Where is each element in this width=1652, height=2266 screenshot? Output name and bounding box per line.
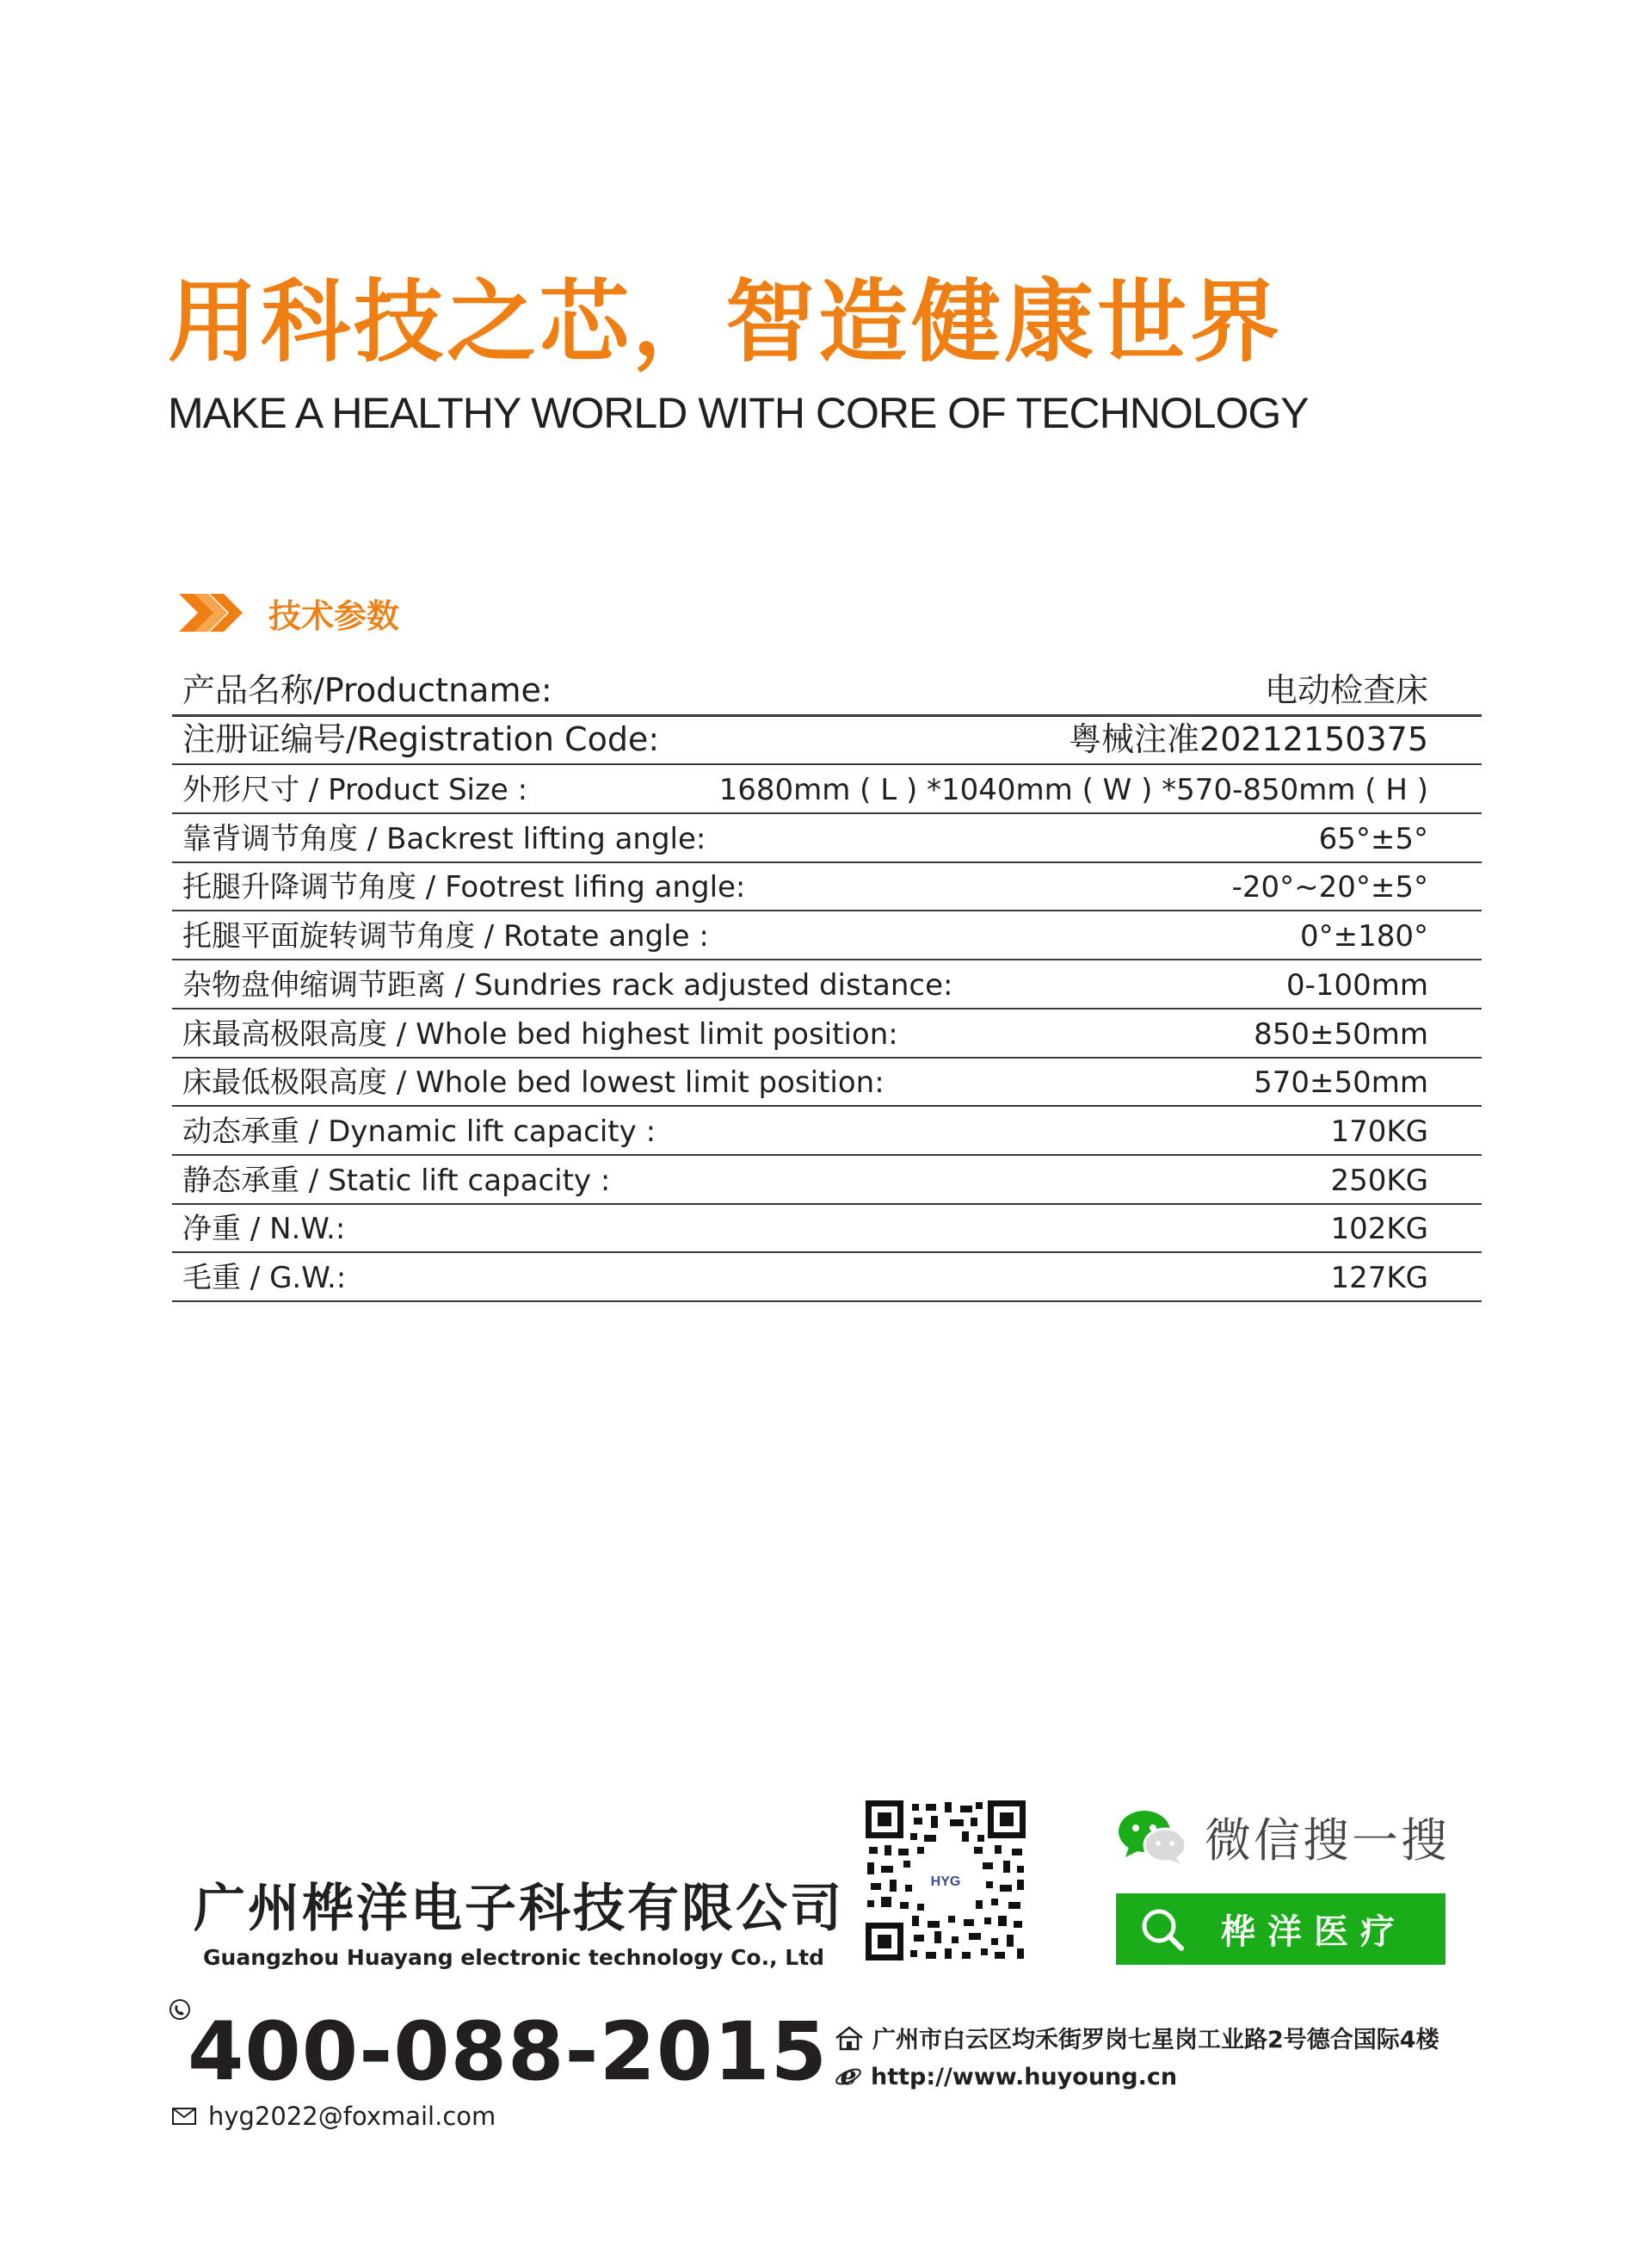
spec-value: 850±50mm xyxy=(1254,1016,1428,1052)
wechat-search-text: 桦洋医疗 xyxy=(1221,1912,1407,1952)
spec-label: 托腿平面旋转调节角度 / Rotate angle : xyxy=(182,919,709,954)
spec-label: 床最高极限高度 / Whole bed highest limit position: xyxy=(182,1016,898,1052)
search-icon xyxy=(1138,1905,1187,1954)
spec-value: 1680mm ( L ) *1040mm ( W ) *570-850mm ( H ) xyxy=(718,773,1428,808)
spec-value: 102KG xyxy=(1330,1212,1428,1247)
website-row xyxy=(835,2063,1177,2090)
spec-row xyxy=(172,668,1482,717)
spec-label: 动态承重 / Dynamic lift capacity : xyxy=(182,1114,656,1149)
spec-value: 170KG xyxy=(1330,1114,1428,1149)
spec-row xyxy=(172,1107,1482,1156)
qr-center-logo: HYG xyxy=(930,1874,961,1889)
spec-row xyxy=(172,911,1482,960)
wechat-search-row xyxy=(1117,1804,1450,1870)
spec-value: 电动检查床 xyxy=(1264,670,1428,709)
spec-row xyxy=(172,1253,1482,1302)
spec-value: 0-100mm xyxy=(1285,967,1428,1003)
slogan-cn: 用科技之芯，智造健康世界 xyxy=(168,269,1284,374)
email-address[interactable]: hyg2022@foxmail.com xyxy=(208,2102,496,2131)
email-row xyxy=(172,2102,496,2131)
spec-row xyxy=(172,1156,1482,1205)
spec-label: 托腿升降调节角度 / Footrest lifing angle: xyxy=(182,870,746,905)
spec-row xyxy=(172,1059,1482,1108)
spec-label: 静态承重 / Static lift capacity : xyxy=(182,1163,611,1198)
svg-text:e: e xyxy=(840,2063,857,2090)
section-heading xyxy=(179,589,399,637)
spec-label: 靠背调节角度 / Backrest lifting angle: xyxy=(182,821,706,856)
spec-value: 0°±180° xyxy=(1299,919,1428,954)
spec-value: 粤械注准20212150375 xyxy=(1069,720,1428,759)
address-row xyxy=(835,2021,1439,2054)
wechat-icon xyxy=(1117,1809,1189,1866)
spec-value: 570±50mm xyxy=(1254,1065,1428,1101)
company-name-en: Guangzhou Huayang electronic technology Co., Ltd xyxy=(203,1945,825,1970)
address-text: 广州市白云区均禾街罗岗七星岗工业路2号德合国际4楼 xyxy=(872,2027,1439,2053)
home-icon xyxy=(835,2025,864,2051)
spec-value: 65°±5° xyxy=(1318,821,1428,856)
spec-table xyxy=(172,668,1482,1302)
wechat-search-box[interactable] xyxy=(1116,1893,1446,1965)
section-title: 技术参数 xyxy=(268,596,400,635)
internet-explorer-icon xyxy=(835,2063,862,2090)
spec-label: 杂物盘伸缩调节距离 / Sundries rack adjusted distance: xyxy=(182,967,953,1003)
spec-label: 注册证编号/Registration Code: xyxy=(182,720,660,759)
spec-row xyxy=(172,765,1482,814)
phone-number[interactable]: 400-088-2015 xyxy=(188,2005,829,2099)
spec-label: 产品名称/Productname: xyxy=(182,670,552,709)
spec-value: -20°~20°±5° xyxy=(1231,870,1428,905)
spec-value: 250KG xyxy=(1330,1163,1428,1198)
spec-label: 床最低极限高度 / Whole bed lowest limit position: xyxy=(182,1065,885,1101)
spec-row xyxy=(172,863,1482,912)
spec-row xyxy=(172,1010,1482,1059)
spec-value: 127KG xyxy=(1330,1260,1428,1295)
envelope-icon xyxy=(172,2108,196,2125)
spec-row xyxy=(172,814,1482,863)
chevron-arrows-icon xyxy=(179,594,250,632)
slogan-en: MAKE A HEALTHY WORLD WITH CORE OF TECHNOLOGY xyxy=(168,389,1309,437)
website-link[interactable]: http://www.huyoung.cn xyxy=(871,2063,1178,2090)
spec-label: 外形尺寸 / Product Size : xyxy=(182,773,528,808)
qr-code[interactable] xyxy=(866,1800,1026,1960)
spec-label: 净重 / N.W.: xyxy=(182,1212,346,1247)
spec-label: 毛重 / G.W.: xyxy=(182,1260,347,1295)
spec-row xyxy=(172,1205,1482,1254)
spec-row xyxy=(172,717,1482,766)
company-name-cn: 广州桦洋电子科技有限公司 xyxy=(194,1879,844,1939)
wechat-search-label: 微信搜一搜 xyxy=(1205,1813,1450,1868)
spec-row xyxy=(172,960,1482,1010)
